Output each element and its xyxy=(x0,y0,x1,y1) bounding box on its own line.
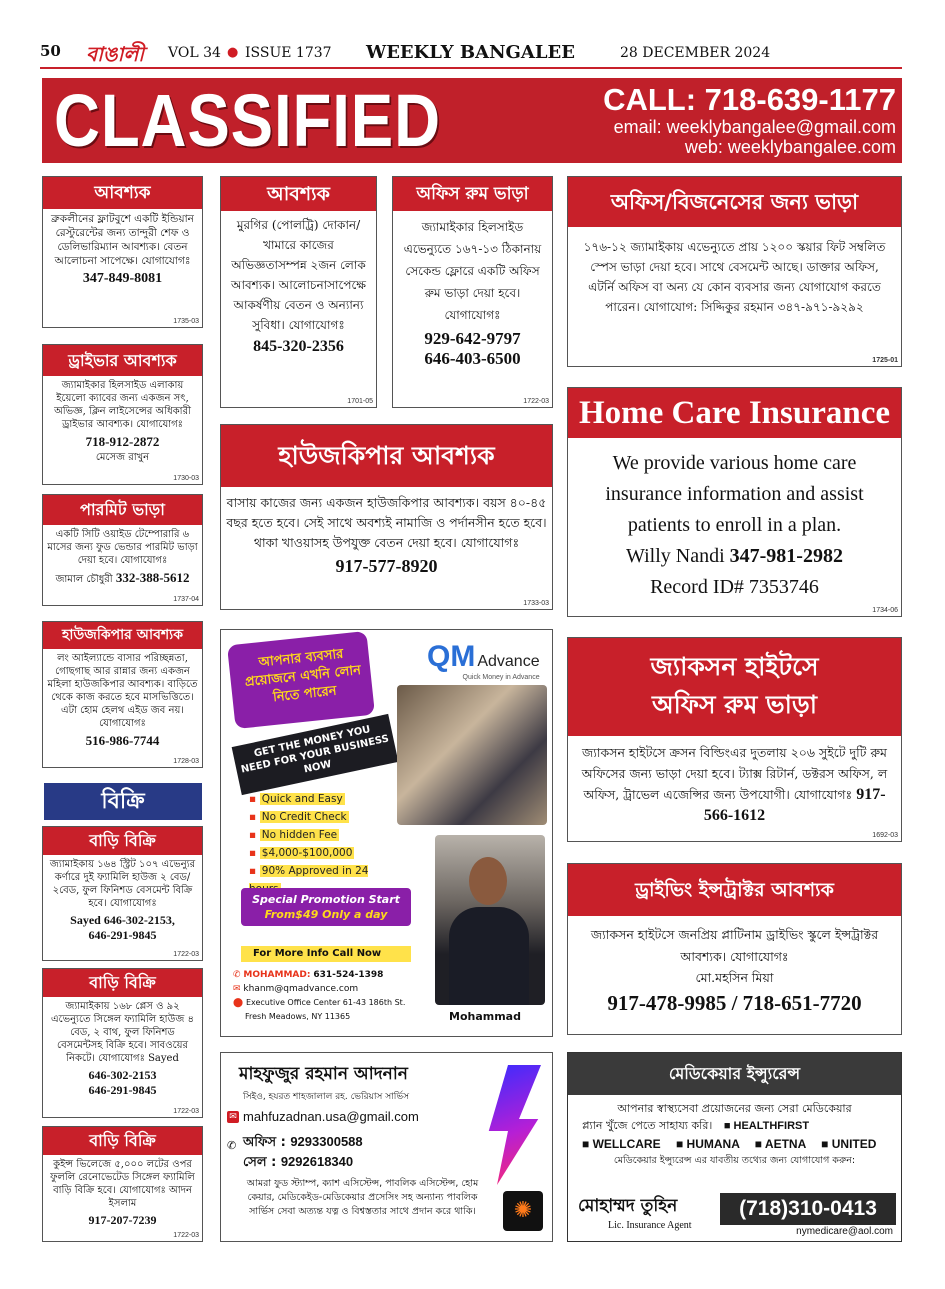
qm-headline: আপনার ব্যবসার প্রয়োজনে এখনি লোন নিতে পারেন xyxy=(244,646,362,706)
plan-name: AETNA xyxy=(764,1137,806,1151)
ad-driver xyxy=(42,344,203,485)
ad-title: ড্রাইভার আবশ্যক xyxy=(43,345,202,376)
mahfuz-office xyxy=(243,1133,363,1154)
ad-body: ব্রুকলীনের ফ্লাটবুশে একটি ইন্ডিয়ান রেস্টুরেন্টের জন্য তান্দুরী শেফ ও ডেলিভারিম্যান আবশ্যক। বেতন আলোচনা সাপেক্ষে। যোগাযোগঃ xyxy=(51,213,194,267)
ad-body: ১৭৬-১২ জ্যামাইকায় এভেন্যুতে প্রায় ১২০০ স্কয়ার ফিট সম্বলিত স্পেস ভাড়া দেয়া হবে। সাথে বেসমেন্ট আছে। ডাক্তার অফিস, এটর্নি অফিস বা অন্য যে কোন ব্যবসার জন্য যোগাযোগ করতে পারেন। যোগাযোগ: সিদ্দিকুর রহমান ৩৪৭-৯৭১-৯২৯২ xyxy=(583,240,886,314)
ad-code: 1725-01 xyxy=(872,357,898,364)
mahfuz-cell xyxy=(243,1153,353,1174)
qm-promo-line-2: From$49 Only a day xyxy=(264,908,388,921)
ad-title: Home Care Insurance xyxy=(568,388,901,438)
medicare-email: nymedicare@aol.com xyxy=(796,1226,893,1237)
plan-name: HEALTHFIRST xyxy=(733,1120,810,1132)
bullet-text: Quick and Easy xyxy=(261,793,343,805)
cell-phone: 9292618340 xyxy=(280,1154,354,1169)
qm-photo-office xyxy=(397,685,547,825)
ad-permit xyxy=(42,494,203,606)
ad-title-line-2: অফিস রুম ভাড়া xyxy=(651,690,818,719)
ad-code: 1728-03 xyxy=(173,758,199,765)
medicare-plans-row xyxy=(568,1135,901,1153)
ad-house-sale-3 xyxy=(42,1126,203,1242)
ad-note: মেসেজ রাখুন xyxy=(95,452,150,463)
medicare-phone: (718)310-0413 xyxy=(720,1193,896,1225)
medicare-line-2-row xyxy=(568,1117,901,1135)
qm-phone-line xyxy=(233,968,433,982)
ad-phone: Sayed 646-302-2153, xyxy=(70,913,175,927)
ad-body: একটি সিটি ওয়াইড টেম্পোরারি ৬ মাসের জন্য ফুড ভেন্ডার পারমিট ভাড়া দেয়া হবে। যোগাযোগঃ xyxy=(47,529,198,566)
qm-person-name: Mohammad xyxy=(449,1010,521,1023)
bullet-item xyxy=(249,790,399,808)
ad-code: 1722-03 xyxy=(523,398,549,405)
paper-logo: বাঙালী xyxy=(86,42,145,66)
ad-body xyxy=(568,438,901,603)
bullet-icon: ▪ xyxy=(249,865,260,877)
plan-item: ■ HUMANA xyxy=(675,1137,740,1151)
ad-body: জ্যামাইকায় ১৬৪ স্ট্রিট ১০৭ এভেন্যুর কর্ণারে দুই ফ্যামিলি হাউজ ২ বেড/২বেড, ফুল ফিনিশড বেসমেন্ট বিক্রি হবে। যোগাযোগঃ xyxy=(49,859,196,909)
qm-tagline: Quick Money in Advance xyxy=(462,674,540,681)
qm-logo-mark: QM xyxy=(427,640,476,673)
ad-title: বাড়ি বিক্রি xyxy=(43,827,202,855)
ad-housekeeper-li xyxy=(42,621,203,768)
mahfuz-body: আমরা ফুড স্ট্যাম্প, ক্যাশ এসিস্টেন্স, পাবলিক এসিস্টেন্স, হোম কেয়ার, মেডিকেইড-মেডিকেয়ার প্রসেসিং সহ অন্যান্য পাবলিক সার্ভিস সেবা অত্যন্ত যত্ন ও বিশ্বস্ততার সাথে প্রদান করে থাকি। xyxy=(246,1178,479,1217)
ad-title: ড্রাইভিং ইন্সট্রাক্টর আবশ্যক xyxy=(568,864,901,916)
call-number: CALL: 718-639-1177 xyxy=(603,82,896,117)
medicare-line-3: মেডিকেয়ার ইন্স্যুরেন্স এর যাবতীয় তথ্যের জন্য যোগাযোগ করুন: xyxy=(613,1155,856,1166)
ad-phone: 347-981-2982 xyxy=(729,545,843,567)
ad-body: জ্যামাইকার হিলসাইড এলাকায় ইয়েলো ক্যাবের জন্য একজন সৎ, অভিজ্ঞ, ক্লিন লাইসেন্সের অধিকারী ড্রাইভার আবশ্যক। যোগাযোগঃ xyxy=(54,380,191,430)
banner-email: email: weeklybangalee@gmail.com xyxy=(613,117,896,137)
plan-item: ■ UNITED xyxy=(821,1137,877,1151)
ad-mahfuz-services xyxy=(220,1052,553,1242)
bullet-icon: ▪ xyxy=(249,811,260,823)
issue-date: 28 DECEMBER 2024 xyxy=(620,45,771,61)
suit xyxy=(449,907,529,1005)
ad-title-line-1: জ্যাকসন হাইটসে xyxy=(650,652,819,681)
qm-promo xyxy=(241,888,411,926)
bullet-item xyxy=(249,808,399,826)
ad-line-3: patients to enroll in a plan. xyxy=(627,514,842,536)
section-sale-label: বিক্রি xyxy=(44,783,202,820)
phone-icon: ✆ xyxy=(227,1139,237,1152)
ad-office-room xyxy=(392,176,553,408)
qm-email-line xyxy=(233,982,433,996)
phone-icon: ✆ xyxy=(233,970,244,980)
ad-phone: 917-207-7239 xyxy=(88,1213,157,1227)
medicare-agent-name: মোহাম্মদ তুহিন xyxy=(578,1196,678,1216)
office-label: অফিস : xyxy=(243,1135,286,1150)
plan-item: ■ HEALTHFIRST xyxy=(723,1120,810,1132)
ad-poultry-job xyxy=(220,176,377,408)
ad-body: মুরগির (পোলট্রি) দোকান/খামারে কাজের অভিজ্ঞতাসম্পন্ন ২জন লোক আবশ্যক। আলোচনাসাপেক্ষে আকর্ষণীয় বেতন ও অন্যান্য সুবিধা। যোগাযোগঃ xyxy=(230,218,367,332)
ad-home-care-insurance xyxy=(567,387,902,617)
volume: VOL 34 xyxy=(168,45,221,61)
ad-body xyxy=(568,736,901,832)
ad-body: জ্যামাইকার হিলসাইড এভেন্যুতে ১৬৭-১৩ ঠিকানায় সেকেন্ড ফ্লোরে একটি অফিস রুম ভাড়া দেয়া হবে। যোগাযোগঃ xyxy=(403,220,542,322)
ad-body: কুইন্স ভিলেজে ৫,০০০ লটের ওপর ফুললি রেনোভেটেড সিঙ্গেল ফ্যামিলি বাড়ি বিক্রি হবে। যোগাযোগঃ আদন ইসলাম xyxy=(50,1159,195,1209)
bullet-text: No hidden Fee xyxy=(261,829,338,841)
ad-code: 1692-03 xyxy=(872,832,898,839)
ad-driving-instructor xyxy=(567,863,902,1035)
ad-jackson-office xyxy=(567,637,902,842)
medicare-title: মেডিকেয়ার ইন্স্যুরেন্স xyxy=(568,1053,901,1095)
ad-code: 1722-03 xyxy=(173,951,199,958)
ad-code: 1701-05 xyxy=(347,398,373,405)
avatar xyxy=(469,857,507,905)
classified-banner xyxy=(42,78,902,163)
page-number: 50 xyxy=(40,42,61,60)
ad-contact xyxy=(568,541,901,572)
ad-title: বাড়ি বিক্রি xyxy=(43,1127,202,1155)
contact-name: Willy Nandi xyxy=(626,545,725,567)
ad-line-1: We provide various home care xyxy=(612,452,857,474)
ad-house-sale-2 xyxy=(42,968,203,1118)
ad-house-sale-1 xyxy=(42,826,203,961)
ad-title: বাড়ি বিক্রি xyxy=(43,969,202,997)
qm-contact-phone: 631-524-1398 xyxy=(313,970,384,980)
qm-address-line xyxy=(233,996,433,1010)
mahfuz-name: মাহফুজুর রহমান আদনান xyxy=(239,1064,408,1084)
lightning-graphic xyxy=(486,1065,541,1185)
ad-title: আবশ্যক xyxy=(221,177,376,211)
banner-web: web: weeklybangalee.com xyxy=(684,137,896,157)
bullet-text: 90% Approved in 24 xyxy=(249,865,368,895)
ad-title xyxy=(568,638,901,736)
qm-contact-label: MOHAMMAD: xyxy=(243,970,311,980)
bullet-item xyxy=(249,826,399,844)
ad-body: জ্যাকসন হাইটসে জনপ্রিয় প্লাটিনাম ড্রাইভিং স্কুলে ইন্সট্রাক্টর আবশ্যক। যোগাযোগঃ xyxy=(590,927,879,964)
location-icon: ⬤ xyxy=(233,998,246,1008)
plan-name: WELLCARE xyxy=(592,1137,661,1151)
ad-medicare-insurance xyxy=(567,1052,902,1242)
qm-logo-word: Advance xyxy=(477,653,540,670)
bullet-icon: ▪ xyxy=(249,847,260,859)
qm-photo-person xyxy=(435,835,545,1005)
dot-separator-icon: ● xyxy=(227,45,239,60)
qm-bullets xyxy=(249,790,399,898)
ad-phone: 718-912-2872 xyxy=(85,434,160,449)
ad-code: 1733-03 xyxy=(523,600,549,607)
ad-phone-2: 646-403-6500 xyxy=(424,349,521,368)
ad-line-2: insurance information and assist xyxy=(605,483,864,505)
ad-title: হাউজকিপার আবশ্যক xyxy=(43,622,202,649)
ad-phone: 646-302-2153 xyxy=(88,1068,157,1082)
issue: ISSUE 1737 xyxy=(245,45,332,61)
ad-code: 1737-04 xyxy=(173,596,199,603)
bullet-item xyxy=(249,844,399,862)
flower-logo: ✺ xyxy=(503,1191,543,1231)
ad-phone: 917-577-8920 xyxy=(335,556,438,576)
mahfuz-sub: সিইও, হযরত শাহজালাল রহ. ভেরিয়াস সার্ভিস xyxy=(243,1092,410,1102)
ad-body: লং আইল্যান্ডে বাসার পরিচ্ছন্নতা, গোছগাছ আর রান্নার জন্য একজন মহিলা হাউজকিপার আবশ্যক। বাড়িতে থেকে কাজ করতে হবে মাসভিত্তিতে। এটা হোম হেলথ এইড জব নয়। যোগাযোগঃ xyxy=(47,653,198,729)
ad-title: পারমিট ভাড়া xyxy=(43,495,202,525)
medicare-line-2: প্ল্যান খুঁজে পেতে সাহায্য করি। xyxy=(582,1119,713,1132)
mail-icon: ✉ xyxy=(233,984,244,994)
ad-phone: 917-566-1612 xyxy=(703,786,886,824)
bullet-icon: ▪ xyxy=(249,829,260,841)
ad-code: 1735-03 xyxy=(173,318,199,325)
qm-more-info: For More Info Call Now xyxy=(241,946,411,962)
qm-address-1: Executive Office Center 61-43 186th St. xyxy=(245,998,406,1007)
ad-title: অফিস রুম ভাড়া xyxy=(393,177,552,211)
ad-office-business-rent xyxy=(567,176,902,367)
ad-qm-advance xyxy=(220,629,553,1037)
medicare-agent-role: Lic. Insurance Agent xyxy=(608,1220,692,1231)
ad-phone: 347-849-8081 xyxy=(82,271,163,286)
paper-name: WEEKLY BANGALEE xyxy=(366,42,575,63)
ad-body: বাসায় কাজের জন্য একজন হাউজকিপার আবশ্যক। বয়স ৪০-৪৫ বছর হতে হবে। সেই সাথে অবশ্যই নামাজি ও পর্দানসীন হতে হবে। থাকা খাওয়াসহ উপযুক্ত বেতন দেয়া হবে। যোগাযোগঃ xyxy=(226,495,547,550)
office-phone: 9293300588 xyxy=(290,1134,363,1149)
ad-title: হাউজকিপার আবশ্যক xyxy=(221,425,552,487)
ad-body: জ্যামাইকায় ১৬৮ প্লেস ও ৯২ এভেন্যুতে সিঙ্গেল ফ্যামিলি হাউজ ৪ বেড, ২ বাথ, ফুল ফিনিশড বেসমেন্টসহ বিক্রি হবে। সাবওয়ের নিকটে। যোগাযোগঃ Sayed xyxy=(51,1001,194,1064)
ad-job-tandoori xyxy=(42,176,203,328)
ad-contact xyxy=(43,570,202,589)
ad-code: 1722-03 xyxy=(173,1232,199,1239)
ad-phone: 845-320-2356 xyxy=(253,338,344,355)
ad-phone: 929-642-9797 xyxy=(424,329,521,348)
qm-money-banner: GET THE MONEY YOU NEED FOR YOUR BUSINESS NOW xyxy=(232,714,399,795)
ad-phone-2: 646-291-9845 xyxy=(88,928,157,942)
ad-code: 1730-03 xyxy=(173,475,199,482)
ad-contact: মো.মহসিন মিয়া xyxy=(695,970,774,985)
record-id: Record ID# 7353746 xyxy=(650,576,819,598)
bullet-text: $4,000-$100,000 xyxy=(261,847,353,859)
ad-code: 1734-06 xyxy=(872,607,898,614)
plan-item: ■ WELLCARE xyxy=(582,1137,661,1151)
mail-icon: ✉ xyxy=(227,1111,239,1123)
ad-phone: 516-986-7744 xyxy=(85,733,160,748)
qm-contact xyxy=(233,968,433,1024)
ad-title: আবশ্যক xyxy=(43,177,202,209)
medicare-line-1: আপনার স্বাস্থ্যসেবা প্রয়োজনের জন্য সেরা মেডিকেয়ার xyxy=(617,1102,852,1115)
ad-code: 1722-03 xyxy=(173,1108,199,1115)
classified-title: CLASSIFIED xyxy=(54,79,441,162)
qm-email: khanm@qmadvance.com xyxy=(243,984,359,994)
ad-phone: 917-478-9985 / 718-651-7720 xyxy=(607,991,862,1015)
ad-title: অফিস/বিজনেসের জন্য ভাড়া xyxy=(568,177,901,227)
ad-phone: 332-388-5612 xyxy=(115,570,190,585)
ad-phone-2: 646-291-9845 xyxy=(88,1083,157,1097)
ad-housekeeper-main xyxy=(220,424,553,610)
qm-address-2: Fresh Meadows, NY 11365 xyxy=(245,1012,351,1021)
plan-name: UNITED xyxy=(831,1137,877,1151)
ad-body-text: জ্যাকসন হাইটসে ক্রসন বিল্ডিংএর দুতলায় ২০৬ সুইটে দুটি রুম অফিসের জন্য ভাড়া দেয়া হবে। ট্যাক্স রিটার্ন, ডক্টরস অফিস, ল অফিস, ট্রাভেল এজেন্সির জন্য উপযোগী। যোগাযোগঃ xyxy=(581,745,888,802)
header-rule xyxy=(40,67,902,69)
bullet-text: No Credit Check xyxy=(261,811,347,823)
mahfuz-email: mahfuzadnan.usa@gmail.com xyxy=(243,1109,419,1124)
qm-promo-line-1: Special Promotion Start xyxy=(252,893,400,906)
qm-logo xyxy=(427,640,540,681)
contact-name: জামাল চৌধুরী xyxy=(55,574,113,585)
cell-label: সেল : xyxy=(243,1155,277,1170)
plan-item: ■ AETNA xyxy=(754,1137,806,1151)
plan-name: HUMANA xyxy=(686,1137,740,1151)
bullet-icon: ▪ xyxy=(249,793,260,805)
